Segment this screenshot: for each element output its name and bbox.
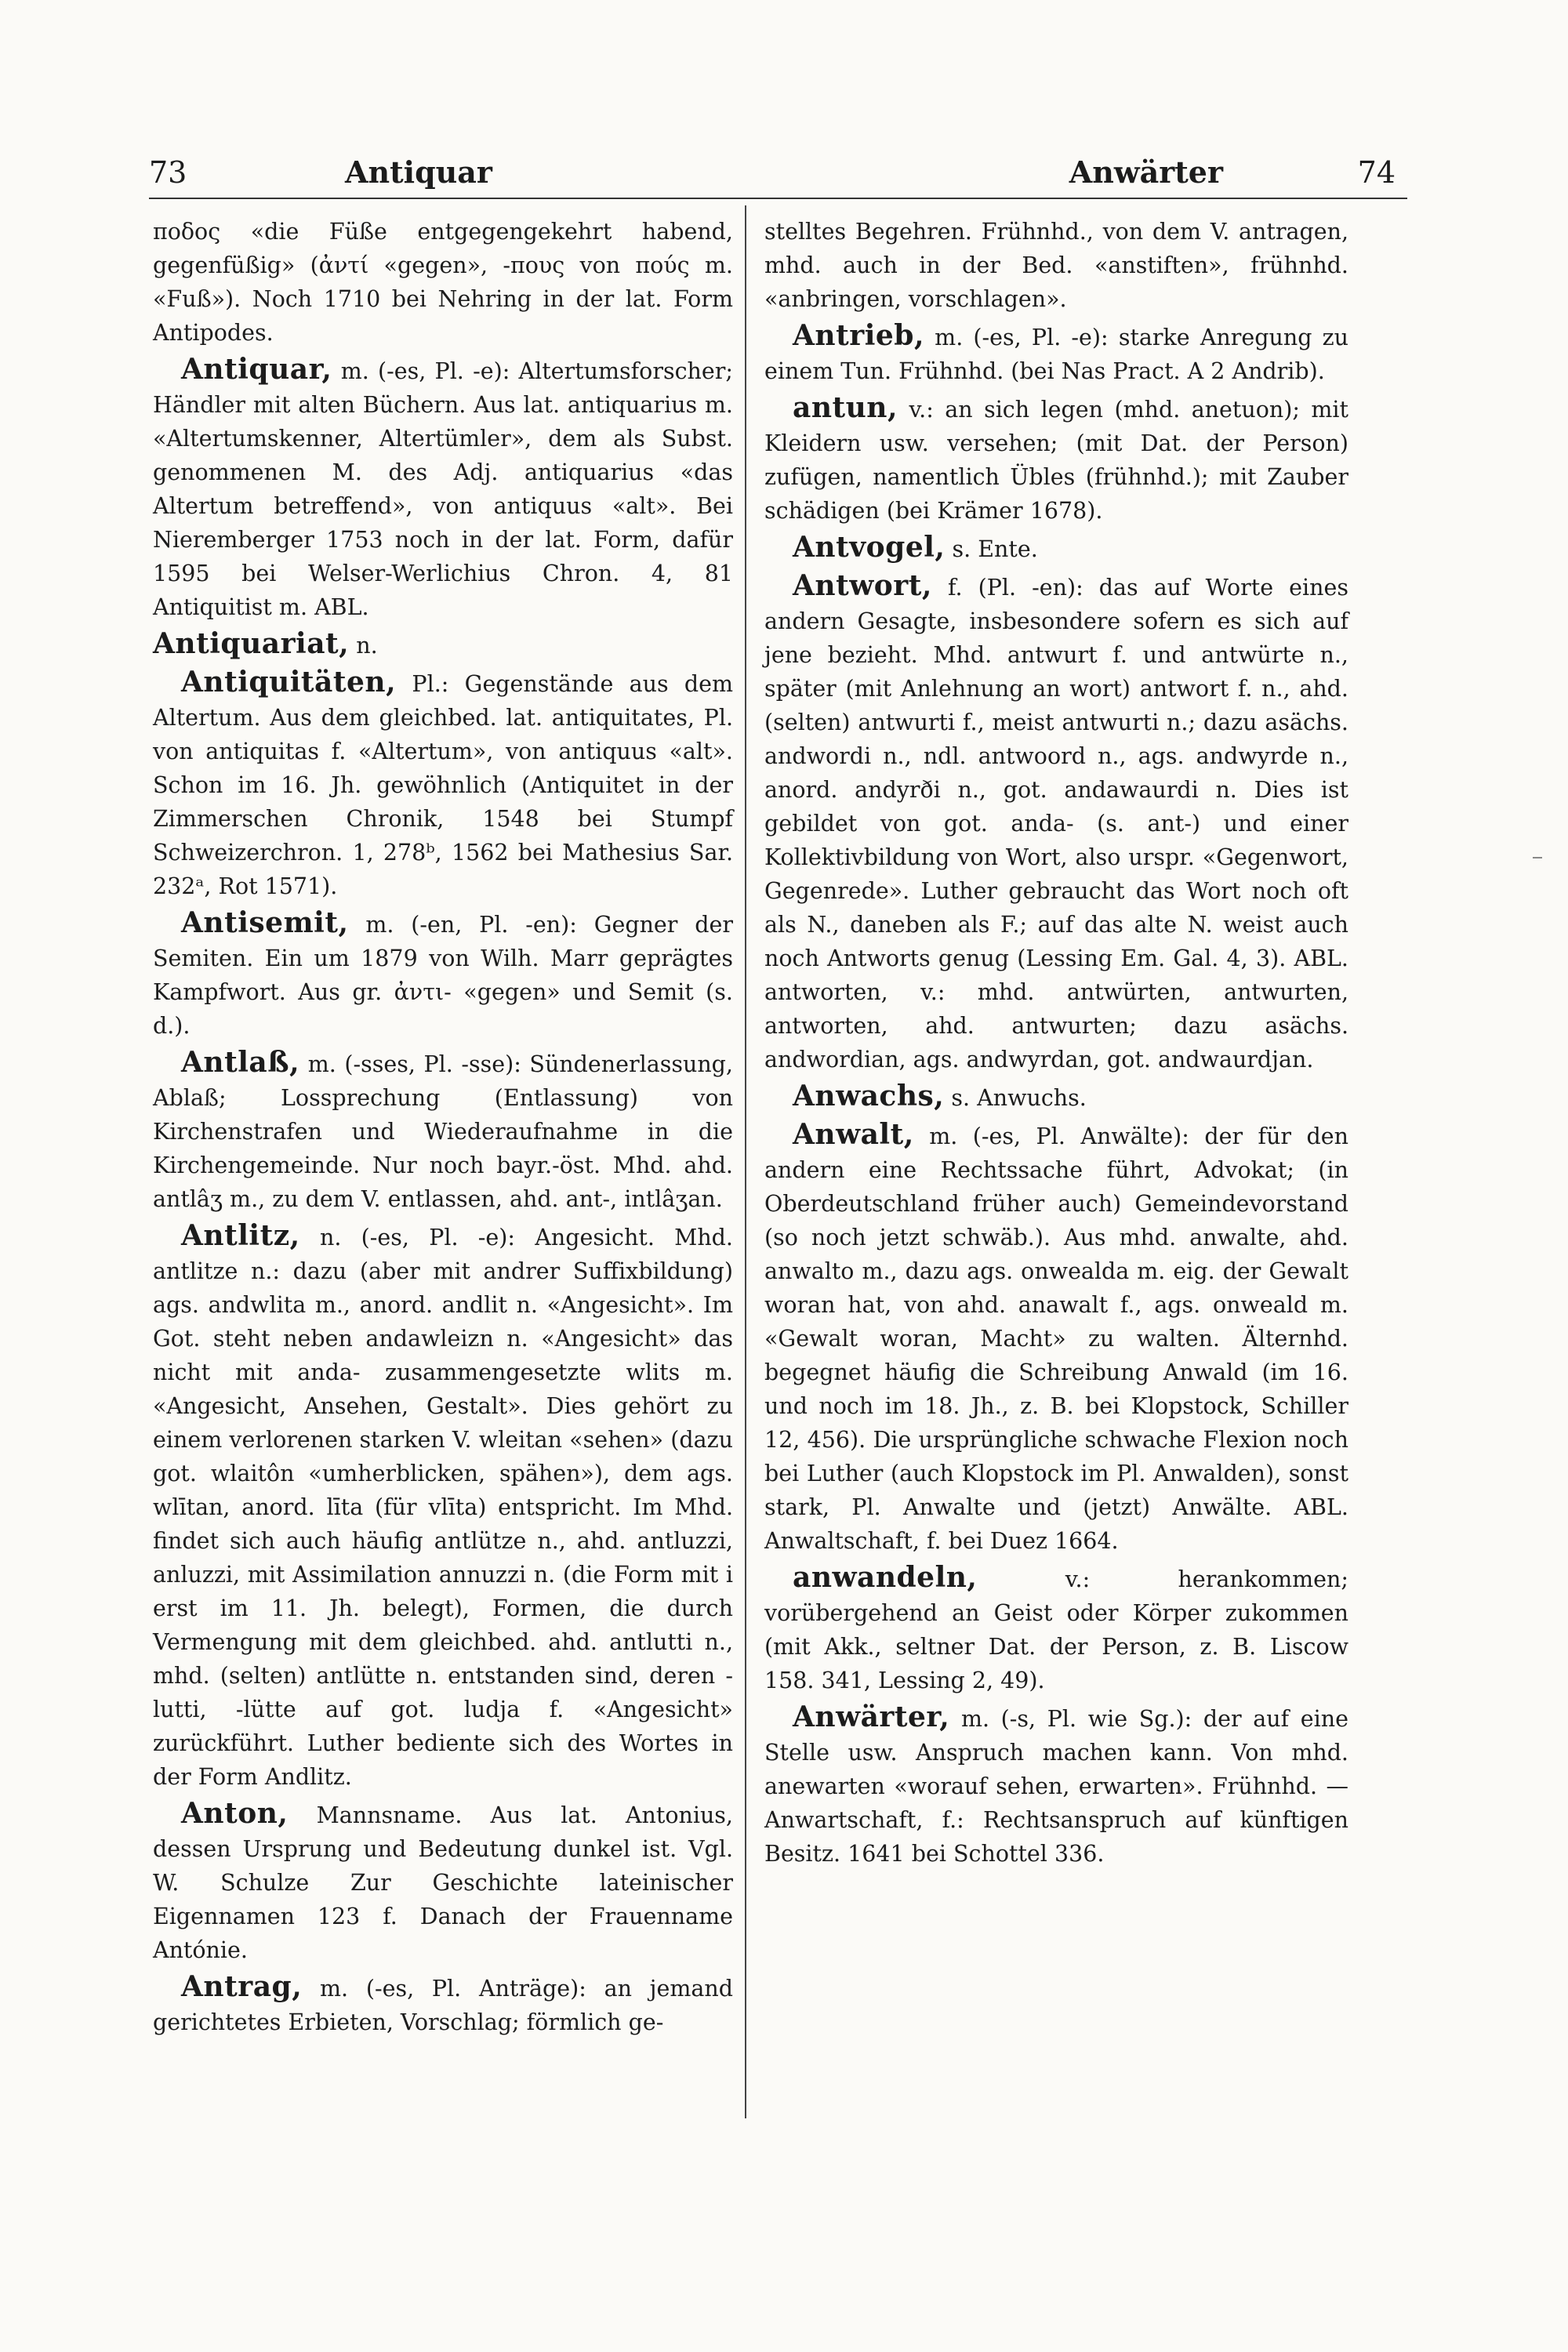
- entry-text: Pl.: Gegenstände aus dem Altertum. Aus dem gleichbed. lat. antiquitates, Pl. von antiquitas f. «Altertum», von antiquus «alt». Schon im 16. Jh. gewöhnlich (Antiquitet in der Zimmerschen Chronik, 1548 bei Stumpf Schweizerchron. 1, 278ᵇ, 1562 bei Mathesius Sar. 232ᵃ, Rot 1571).: [153, 671, 733, 899]
- entry-headword: Anwachs,: [793, 1080, 945, 1112]
- entry-text: m. (-en, Pl. -en): Gegner der Semiten. Ein um 1879 von Wilh. Marr geprägtes Kampfwort. Aus gr. ἀντι- «gegen» und Semit (s. d.).: [153, 912, 733, 1039]
- entry-text: m. (-sses, Pl. -sse): Sündenerlassung, Ablaß; Lossprechung (Entlassung) von Kirchenstrafen und Wiederaufnahme in die Kirchengemeinde. Nur noch bayr.-öst. Mhd. ahd. antlâʒ m., zu dem V. entlassen, ahd. ant-, intlâʒan.: [153, 1051, 733, 1212]
- entry-text: n.: [349, 633, 378, 659]
- dictionary-entry: [153, 906, 733, 1043]
- entry-text: Mannsname. Aus lat. Antonius, dessen Ursprung und Bedeutung dunkel ist. Vgl. W. Schulze Zur Geschichte lateinischer Eigennamen 123 f. Danach der Frauenname Antónie.: [153, 1802, 733, 1963]
- entry-headword: Antiquar,: [181, 353, 332, 386]
- entry-text: ποδος «die Füße entgegengekehrt habend, gegenfüßig» (ἀντί «gegen», -πους von πούς m. «Fuß»). Noch 1710 bei Nehring in der lat. Form Antipodes.: [153, 219, 733, 346]
- column-divider: [745, 205, 746, 2118]
- entry-text: m. (-es, Pl. Anträge): an jemand gerichtetes Erbieten, Vorschlag; förmlich ge-: [153, 1976, 733, 2035]
- dictionary-entry: [764, 213, 1348, 316]
- page-number-right: 74: [1357, 155, 1396, 190]
- dictionary-entry: [764, 1118, 1348, 1558]
- entry-headword: Antrag,: [181, 1970, 303, 2003]
- entry-headword: Anwärter,: [793, 1700, 950, 1733]
- dictionary-entry: [153, 1046, 733, 1216]
- entry-headword: Antlitz,: [181, 1219, 300, 1252]
- running-headword-right: Anwärter: [1069, 154, 1223, 190]
- entry-text: m. (-s, Pl. wie Sg.): der auf eine Stelle usw. Anspruch machen kann. Von mhd. anewarten «worauf sehen, erwarten». Frühnhd. — Anwartschaft, f.: Rechtsanspruch auf künftigen Besitz. 1641 bei Schottel 336.: [764, 1706, 1348, 1867]
- dictionary-entry: [764, 319, 1348, 388]
- entry-headword: Anwalt,: [793, 1118, 914, 1151]
- entry-headword: Antvogel,: [793, 531, 946, 564]
- dictionary-entry: [153, 213, 733, 350]
- dictionary-entry: [153, 627, 733, 662]
- running-headword-left: Antiquar: [345, 154, 492, 190]
- dictionary-entry: [153, 1219, 733, 1794]
- page-header: [149, 153, 1396, 200]
- page-number-left: 73: [149, 155, 187, 190]
- entry-headword: Antrieb,: [793, 319, 924, 352]
- entry-text: m. (-es, Pl. Anwälte): der für den andern eine Rechtssache führt, Advokat; (in Oberdeutschland früher auch) Gemeindevorstand (so noch jetzt schwäb.). Aus mhd. anwalte, ahd. anwalto m., dazu ags. onwealda m. eig. der Gewalt woran hat, von ahd. anawalt f., ags. onweald m. «Gewalt woran, Macht» zu walten. Älternhd. begegnet häufig die Schreibung Anwald (im 16. und noch im 18. Jh., z. B. bei Klopstock, Schiller 12, 456). Die ursprüngliche schwache Flexion noch bei Luther (auch Klopstock im Pl. Anwalden), sonst stark, Pl. Anwalte und (jetzt) Anwälte. ABL. Anwaltschaft, f. bei Duez 1664.: [764, 1123, 1348, 1554]
- entry-text: s. Anwuchs.: [944, 1085, 1087, 1111]
- left-column: [153, 213, 733, 2042]
- dictionary-entry: [764, 531, 1348, 566]
- entry-headword: Antiquariat,: [153, 627, 350, 660]
- header-rule: [149, 198, 1407, 199]
- entry-headword: Antlaß,: [181, 1046, 300, 1079]
- entry-text: f. (Pl. -en): das auf Worte eines andern Gesagte, insbesondere sofern es sich auf jene bezieht. Mhd. antwurt f. und antwürte n., später (mit Anlehnung an wort) antwort f. n., ahd. (selten) antwurti f., meist antwurti n.; dazu asächs. andwordi n., ndl. antwoord n., ags. andwyrde n., anord. andyrði n., got. andawaurdi n. Dies ist gebildet von got. anda- (s. ant-) und einer Kollektivbildung von Wort, also urspr. «Gegenwort, Gegenrede». Luther gebraucht das Wort noch oft als N., daneben als F.; auf das alte N. weist auch noch Antworts genug (Lessing Em. Gal. 4, 3). ABL. antworten, v.: mhd. antwürten, antwurten, antworten, ahd. antwurten; dazu asächs. andwordian, ags. andwyrdan, got. andwaurdjan.: [764, 575, 1348, 1073]
- dictionary-entry: [764, 1561, 1348, 1697]
- entry-headword: antun,: [793, 391, 898, 424]
- entry-text: stelltes Begehren. Frühnhd., von dem V. antragen, mhd. auch in der Bed. «anstiften», frühnhd. «anbringen, vorschlagen».: [764, 219, 1348, 312]
- dictionary-entry: [153, 353, 733, 624]
- dictionary-entry: [153, 1970, 733, 2039]
- entry-text: s. Ente.: [945, 536, 1038, 562]
- entry-headword: Antisemit,: [181, 906, 349, 939]
- entry-headword: Antwort,: [793, 569, 932, 602]
- entry-text: v.: herankommen; vorübergehend an Geist oder Körper zukommen (mit Akk., seltner Dat. der Person, z. B. Liscow 158. 341, Lessing 2, 49).: [764, 1566, 1348, 1693]
- entry-text: n. (-es, Pl. -e): Angesicht. Mhd. antlitze n.: dazu (aber mit andrer Suffixbildung) ags. andwlita m., anord. andlit n. «Angesicht». Im Got. steht neben andawleizn n. «Angesicht» das nicht mit anda- zusammengesetzte wlits m. «Angesicht, Ansehen, Gestalt». Dies gehört zu einem verlorenen starken V. wleitan «sehen» (dazu got. wlaitôn «umherblicken, spähen»), dem ags. wlītan, anord. līta (für vlīta) entspricht. Im Mhd. findet sich auch häufig antlütze n., ahd. antluzzi, anluzzi, mit Assimilation annuzzi n. (die Form mit i erst im 11. Jh. belegt), Formen, die durch Vermengung mit dem gleichbed. ahd. antlutti n., mhd. (selten) antlütte n. entstanden sind, deren -lutti, -lütte auf got. ludja f. «Angesicht» zurückführt. Luther bediente sich des Wortes in der Form Andlitz.: [153, 1225, 733, 1790]
- entry-text: v.: an sich legen (mhd. anetuon); mit Kleidern usw. versehen; (mit Dat. der Person) zufügen, namentlich Übles (frühnhd.); mit Zauber schädigen (bei Krämer 1678).: [764, 397, 1348, 524]
- dictionary-entry: [764, 569, 1348, 1076]
- dictionary-entry: [764, 391, 1348, 528]
- dictionary-entry: [153, 666, 733, 903]
- right-column: [764, 213, 1348, 1874]
- entry-headword: Anton,: [181, 1797, 289, 1830]
- entry-headword: Antiquitäten,: [181, 666, 397, 699]
- entry-text: m. (-es, Pl. -e): Altertumsforscher; Händler mit alten Büchern. Aus lat. antiquarius m. «Altertumskenner, Altertümler», dem als Subst. genommenen M. des Adj. antiquarius «das Altertum betreffend», von antiquus «alt». Bei Nieremberger 1753 noch in der lat. Form, dafür 1595 bei Welser-Werlichius Chron. 4, 81 Antiquitist m. ABL.: [153, 358, 733, 620]
- entry-text: m. (-es, Pl. -e): starke Anregung zu einem Tun. Frühnhd. (bei Nas Pract. A 2 Andrib).: [764, 325, 1348, 384]
- margin-mark: [1533, 857, 1542, 858]
- dictionary-entry: [764, 1080, 1348, 1115]
- entry-headword: anwandeln,: [793, 1561, 978, 1594]
- dictionary-entry: [153, 1797, 733, 1967]
- dictionary-entry: [764, 1700, 1348, 1871]
